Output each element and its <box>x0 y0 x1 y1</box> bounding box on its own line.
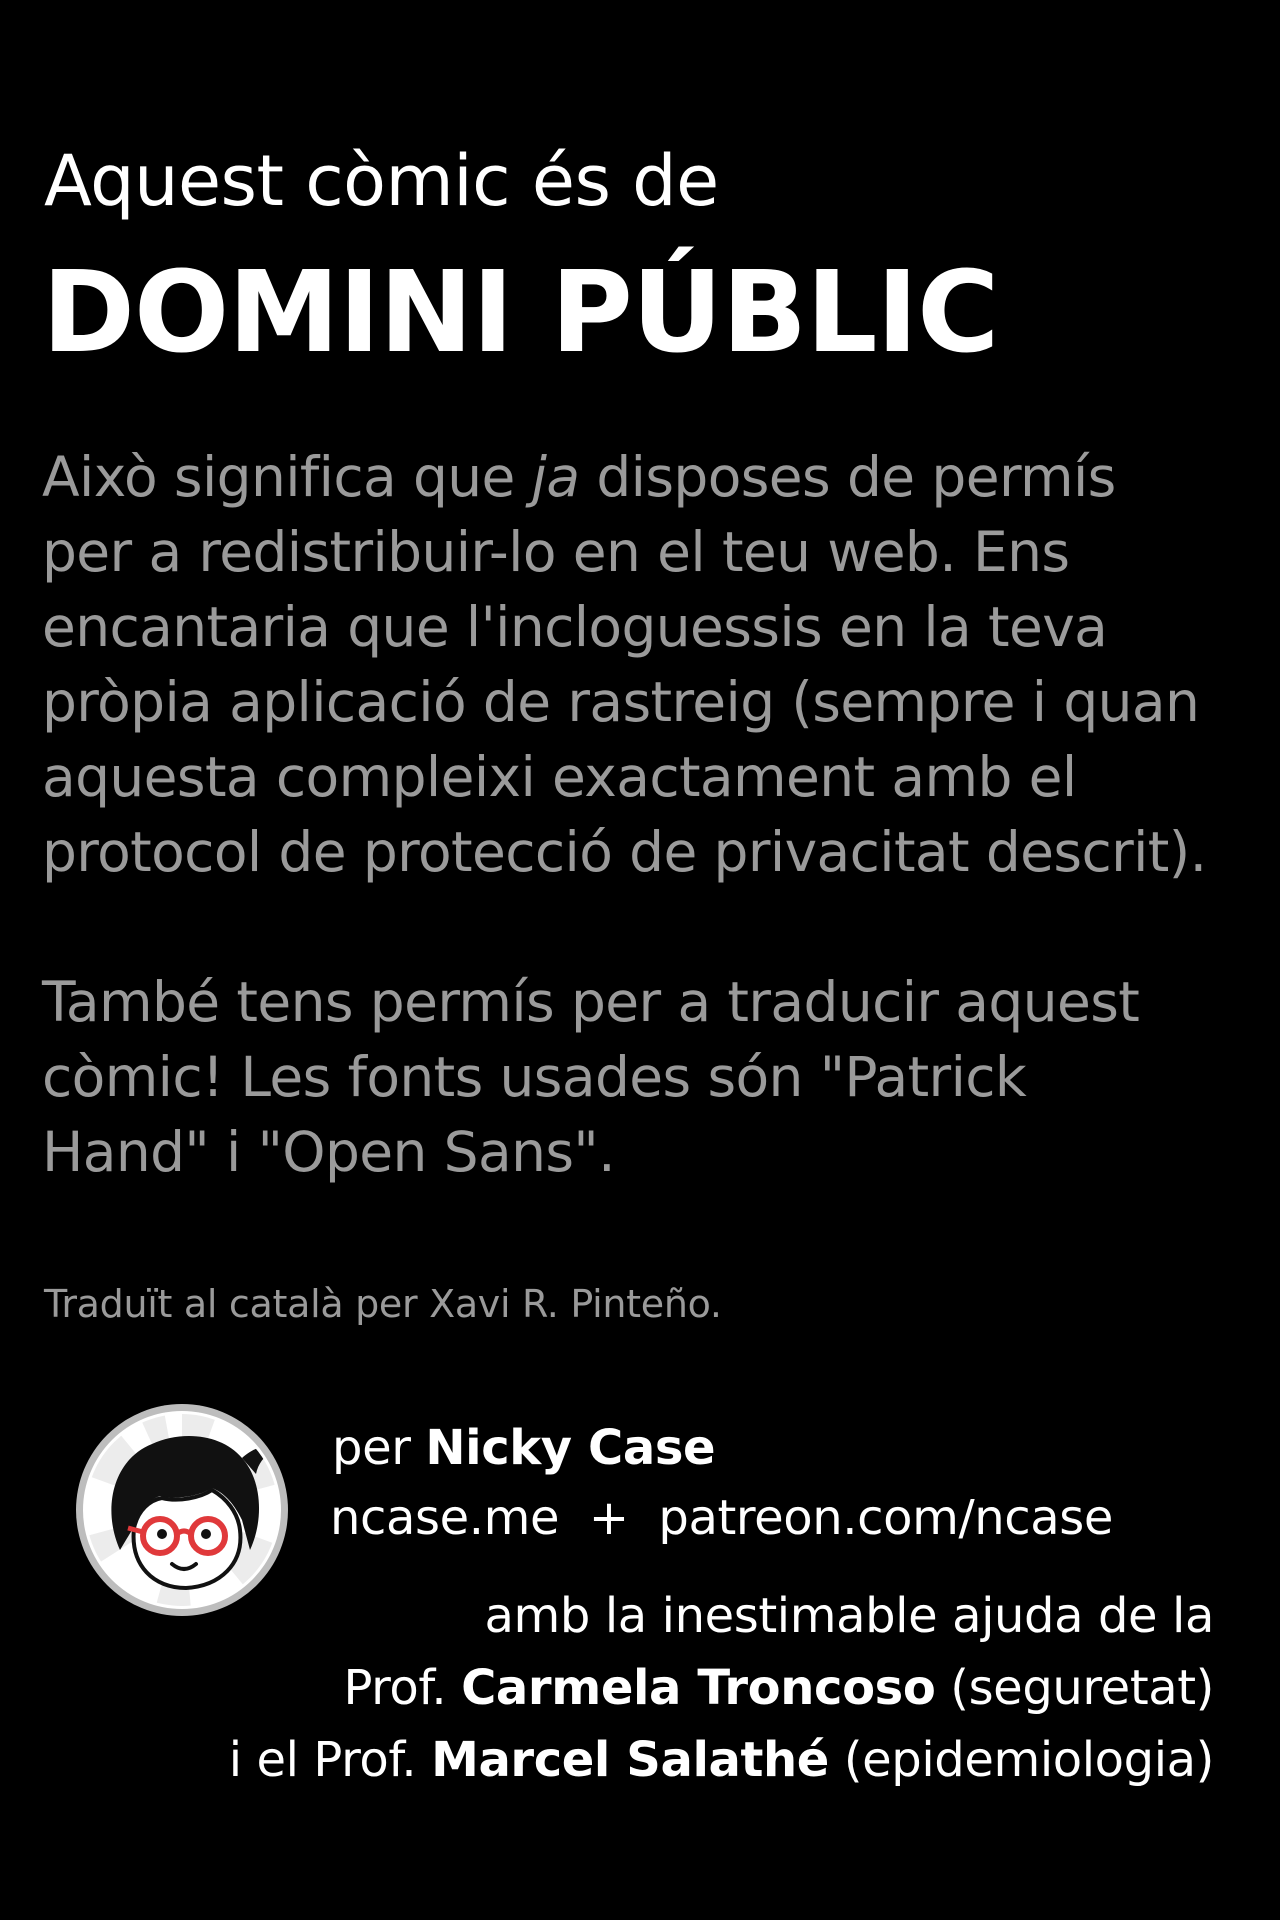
paragraph-line: per a redistribuir-lo en el teu web. Ens <box>42 520 1070 584</box>
prof-name: Marcel Salathé <box>431 1732 829 1788</box>
thanks-prof-salathe <box>229 1732 1214 1788</box>
author-name: Nicky Case <box>425 1420 716 1476</box>
heading-pretitle: Aquest còmic és de <box>44 140 719 222</box>
plus-separator: + <box>588 1490 629 1546</box>
page-title: DOMINI PÚBLIC <box>42 248 999 378</box>
permission-paragraph <box>42 440 1272 890</box>
thanks-prof-troncoso <box>343 1660 1214 1716</box>
paragraph-line: Hand" i "Open Sans". <box>42 1120 615 1184</box>
paragraph-line <box>42 440 1272 515</box>
author-prefix: per <box>332 1420 426 1476</box>
paragraph-line: còmic! Les fonts usades són "Patrick <box>42 1045 1027 1109</box>
paragraph-line: També tens permís per a traducir aquest <box>42 970 1140 1034</box>
prof-role: (seguretat) <box>935 1660 1214 1716</box>
text-span: disposes de permís <box>579 445 1116 509</box>
paragraph-line: pròpia aplicació de rastreig (sempre i quan <box>42 670 1200 734</box>
prof-name: Carmela Troncoso <box>461 1660 936 1716</box>
author-links <box>330 1490 1113 1546</box>
translation-paragraph <box>42 965 1272 1190</box>
thanks-intro: amb la inestimable ajuda de la <box>484 1588 1214 1644</box>
website-link[interactable]: ncase.me <box>330 1490 560 1546</box>
nicky-case-avatar-icon <box>72 1400 292 1620</box>
prof-prefix: i el Prof. <box>228 1732 432 1788</box>
emphasis-text: ja <box>531 445 580 509</box>
paragraph-line: protocol de protecció de privacitat descrit). <box>42 820 1207 884</box>
paragraph-line: encantaria que l'incloguessis en la teva <box>42 595 1108 659</box>
prof-role: (epidemiologia) <box>828 1732 1214 1788</box>
prof-prefix: Prof. <box>343 1660 462 1716</box>
patreon-link[interactable]: patreon.com/ncase <box>658 1490 1114 1546</box>
translator-credit: Traduït al català per Xavi R. Pinteño. <box>44 1282 722 1326</box>
author-line <box>332 1420 715 1476</box>
text-span: Això significa que <box>42 445 532 509</box>
paragraph-line: aquesta compleixi exactament amb el <box>42 745 1077 809</box>
